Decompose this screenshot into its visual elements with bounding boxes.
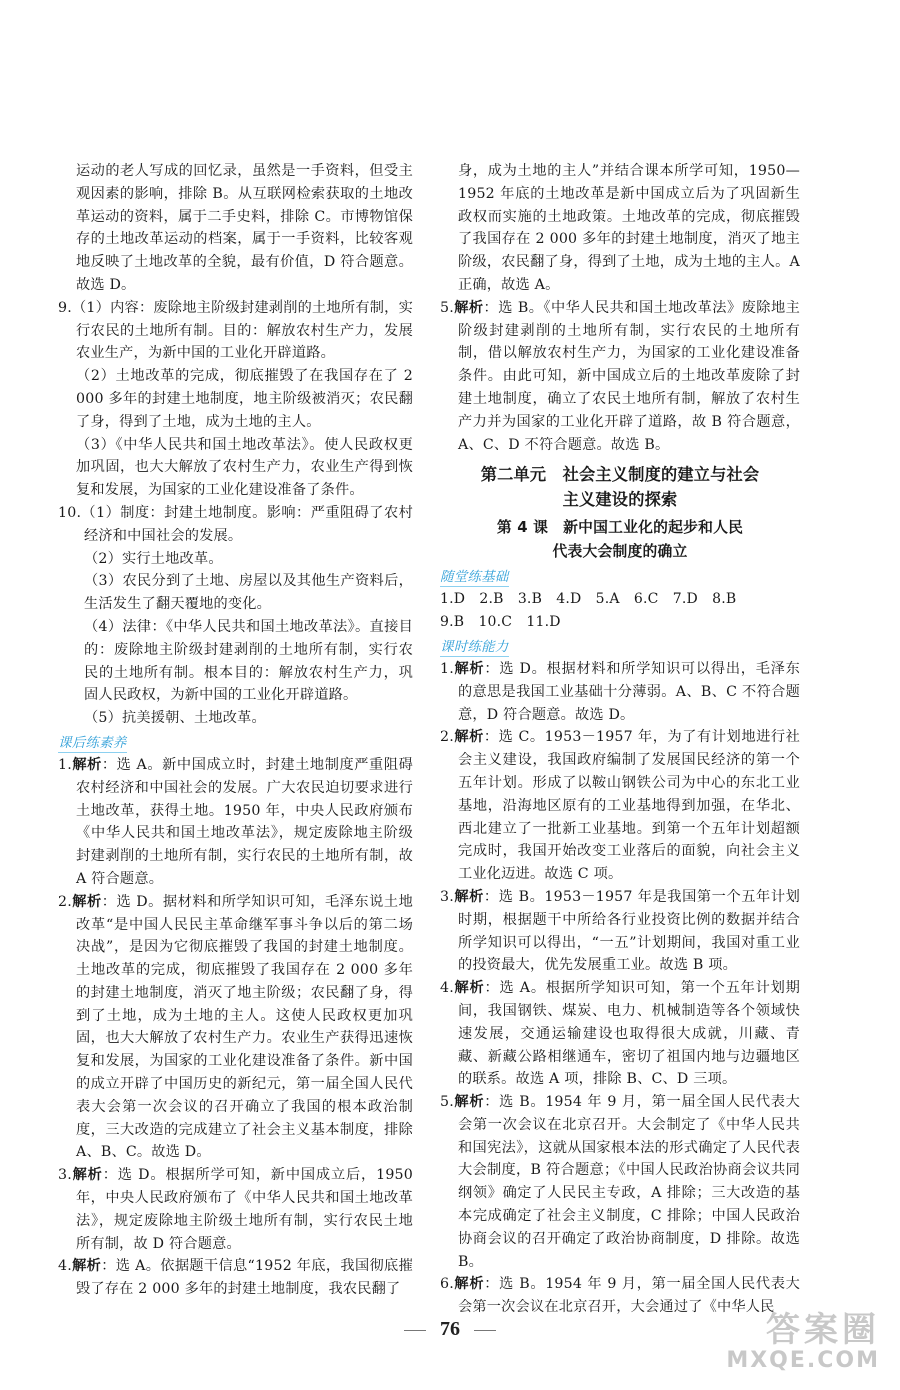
analysis-label: 解析 — [453, 980, 485, 997]
analysis-b6: 6.解析：选 B。1954 年 9 月，第一届全国人民代表大会第一次会议在北京召开，大会通过了《中华人民 — [440, 1276, 800, 1316]
page-number-dash-right — [474, 1330, 496, 1331]
right-paragraph-continued: 身，成为土地的主人”并结合课本所学可知，1950—1952 年底的土地改革是新中国成立后为了巩固新生政权而实施的土地政策。土地改革的完成，彻底摧毁了我国存在 2 000 多年的封建土地制度，消灭了地主阶级，农民翻了身，得到了土地，成为土地的主人。A 正确，故选 A。 — [458, 163, 800, 293]
answer-key-line-1: 1.D 2.B 3.B 4.D 5.A 6.C 7.D 8.B — [440, 591, 737, 608]
watermark-url: MXQE.COM — [726, 1348, 880, 1373]
analysis-b2: 2.解析：选 C。1953－1957 年，为了有计划地进行社会主义建设，我国政府编制了发展国民经济的第一个五年计划。形成了以鞍山钢铁公司为中心的东北工业基地，沿海地区原有的工业基地得到加强，在华北、西北建立了一批新工业基地。到第一个五年计划超额完成时，我国开始改变工业落后的面貌，向社会主义工业化迈进。故选 C 项。 — [440, 729, 800, 883]
analysis-label: 解析 — [71, 1167, 103, 1184]
answer-10-part-1: 10.（1）制度：封建土地制度。影响：严重阻碍了农村经济和中国社会的发展。 — [58, 504, 413, 544]
site-watermark — [700, 1300, 890, 1380]
answer-9-part-2: （2）土地改革的完成，彻底摧毁了在我国存在了 2 000 多年的封建土地制度，地主阶级被消灭；农民翻了身，得到了土地，成为土地的主人。 — [76, 368, 413, 430]
section-heading-after-class: 课后练素养 — [58, 734, 127, 751]
answer-key-line-2: 9.B 10.C 11.D — [440, 614, 561, 631]
analysis-4: 4.解析：选 A。依据题干信息“1952 年底，我国彻底摧毁了存在 2 000 多年的封建土地制度，我农民翻了 — [58, 1258, 413, 1298]
analysis-label: 解析 — [453, 299, 484, 316]
analysis-5: 5.解析：选 B。《中华人民共和国土地改革法》废除地主阶级封建剥削的土地所有制，实行农民的土地所有制，借以解放农村生产力，为国家的工业化建设准备条件。由此可知，新中国成立后的土地改革废除了封建土地制度，确立了农民土地所有制，解放了农村生产力并为国家的工业化开辟了道路，故 B 符合题意，A、C、D 不符合题意。故选 B。 — [440, 299, 800, 453]
analysis-b4: 4.解析：选 A。根据所学知识可知，第一个五年计划期间，我国钢铁、煤炭、电力、机械制造等各个领域快速发展，交通运输建设也取得很大成就，川藏、青藏、新藏公路相继通车，密切了祖国内地与边疆地区的联系。故选 A 项，排除 B、C、D 三项。 — [440, 980, 800, 1088]
analysis-3: 3.解析：选 D。根据所学可知，新中国成立后，1950 年，中央人民政府颁布了《中华人民共和国土地改革法》，规定废除地主阶级土地所有制，实行农民土地所有制，故 D 符合题意。 — [58, 1167, 414, 1252]
answer-10-part-3: （3）农民分到了土地、房屋以及其他生产资料后，生活发生了翻天覆地的变化。 — [84, 573, 413, 613]
analysis-b3: 3.解析：选 B。1953－1957 年是我国第一个五年计划时期，根据题干中所给各行业投资比例的数据并结合所学知识可以得出，“一五”计划期间，我国对重工业的投资最大，优先发展重工业。故选 B 项。 — [440, 888, 801, 974]
analysis-2: 2.解析：选 D。据材料和所学知识可知，毛泽东说土地改革“是中国人民民主革命继军事斗争以后的第二场决战”，是因为它彻底摧毁了我国的封建土地制度。土地改革的完成，彻底摧毁了我国存在 2 000 多年的封建土地制度，消灭了地主阶级；农民翻了身，得到了土地，成为土地的主人。这使人民政权更加巩固，也大大解放了农村生产力。农业生产获得迅速恢复和发展，为国家的工业化建设准备了条件。新中国的成立开辟了中国历史的新纪元，第一届全国人民代表大会第一次会议的召开确立了我国的根本政治制度，三大改造的完成建立了社会主义基本制度，排除 A、B、C。故选 D。 — [58, 893, 413, 1161]
analysis-label: 解析 — [453, 729, 484, 746]
section-heading-lesson-ability: 课时练能力 — [440, 638, 509, 655]
analysis-1: 1.解析：选 A。新中国成立时，封建土地制度严重阻碍农村经济和中国社会的发展。广大农民迫切要求进行土地改革，获得土地。1950 年，中央人民政府颁布《中华人民共和国土地改革法》，规定废除地主阶级封建剥削的土地所有制，实行农民的土地所有制，故 A 符合题意。 — [58, 756, 413, 887]
analysis-b5: 5.解析：选 B。1954 年 9 月，第一届全国人民代表大会第一次会议在北京召开。大会制定了《中华人民共和国宪法》，这就从国家根本法的形式确定了人民代表大会制度，B 符合题意；《中国人民政治协商会议共同纲领》确定了人民民主专政，A 排除；三大改造的基本完成确定了社会主义制度，C 排除；中国人民政治协商会议的召开确定了政治协商制度，D 排除。故选 B。 — [440, 1094, 800, 1270]
answer-10-part-5: （5）抗美援朝、土地改革。 — [84, 710, 266, 727]
analysis-label: 解析 — [71, 893, 102, 910]
analysis-b1: 1.解析：选 D。根据材料和所学知识可以得出，毛泽东的意思是我国工业基础十分薄弱。A、B、C 不符合题意，D 符合题意。故选 D。 — [440, 660, 800, 723]
answer-9-part-1: 9.（1）内容：废除地主阶级封建剥削的土地所有制，实行农民的土地所有制。目的：解放农村生产力，发展农业生产，为新中国的工业化开辟道路。 — [58, 299, 413, 362]
answer-9-part-3: （3）《中华人民共和国土地改革法》。使人民政权更加巩固，也大大解放了农村生产力，农业生产得到恢复和发展，为国家的工业化建设准备了条件。 — [76, 436, 413, 499]
right-column — [440, 160, 800, 1319]
section-heading-in-class: 随堂练基础 — [440, 569, 509, 586]
analysis-label: 解析 — [71, 1258, 102, 1275]
left-paragraph-continued: 运动的老人写成的回忆录，虽然是一手资料，但受主观因素的影响，排除 B。从互联网检索获取的土地改革运动的资料，属于二手史料，排除 C。市博物馆保存的土地改革运动的档案，属于一手资料，比较客观地反映了土地改革的全貌，最有价值，D 符合题意。故选 D。 — [76, 163, 413, 293]
page-number-dash-left — [404, 1330, 426, 1331]
left-column — [58, 160, 413, 1301]
answer-10-part-2: （2）实行土地改革。 — [84, 550, 223, 567]
unit-title: 第二单元 社会主义制度的建立与社会 主义建设的探索 — [480, 465, 760, 510]
lesson-title: 第 4 课 新中国工业化的起步和人民 代表大会制度的确立 — [496, 519, 744, 561]
analysis-label: 解析 — [71, 756, 102, 773]
analysis-label: 解析 — [453, 660, 485, 677]
watermark-logo-text: 答案圈 — [766, 1310, 880, 1350]
page-number-text: 76 — [440, 1318, 460, 1340]
analysis-label: 解析 — [453, 1276, 485, 1293]
answer-10-part-4: （4）法律：《中华人民共和国土地改革法》。直接目的：废除地主阶级封建剥削的土地所有制，实行农民的土地所有制。根本目的：解放农村生产力，巩固人民政权，为新中国的工业化开辟道路。 — [84, 618, 413, 704]
analysis-label: 解析 — [453, 888, 484, 905]
analysis-label: 解析 — [453, 1094, 485, 1111]
